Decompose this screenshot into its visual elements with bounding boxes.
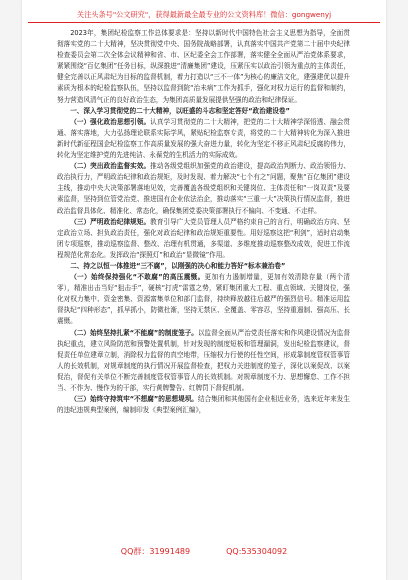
item-body: 更加有力遏制增量，更加有效清除存量（两个清零），精准出击当好“狙击手”，硬核“打虎”雷霆之势，紧盯集团重大工程、重点领域、关键岗位，强化对权力集中、资金密集、资源富集单位和部门监督，持续释放越往后越严的强烈信号。精准运用监督执纪“四种形态”，抓早抓小，防微杜渐，坚持无禁区、全覆盖、零容忍，坚持重遏制、强高压、长震慑。	[57, 273, 351, 326]
item-title: （二）突出政治监督实效。	[70, 162, 151, 171]
document-page	[22, 0, 386, 580]
footer-qq-group: QQ群：31991489	[120, 547, 191, 556]
item-body: 教育引导广大党员管理人员严格约束自己的言行，明确政治方向、坚定政治立场、担负政治责任，强化对政治纪律和政治规矩重要性。用好巡察这把“利剑”，适时启动集团专项巡察，推动巡察监督、整改、治理有机贯通，多渠道、多维度推动巡察整改成效，促进工作流程规范化常态化。发挥政治“探照灯”和政治“显微镜”作用。	[57, 217, 351, 259]
section-2-item-2	[57, 328, 350, 395]
item-title: （三）严明政治纪律规矩。	[70, 217, 151, 226]
item-title: （三）始终守持筑牢“不想腐”的思想堤坝。	[70, 395, 198, 404]
document-body	[57, 28, 350, 416]
section-2-item-1	[57, 272, 350, 327]
footer-qq: QQ:535304092	[226, 547, 288, 556]
item-body: 结合集团和其他国有企业相近业务，选来近年来发生的违纪违规典型案例，编制印发《典型案例汇编》，	[57, 395, 350, 415]
intro-paragraph: 2023年，集团纪检监察工作总体要求是：坚持以新时代中国特色社会主义思想为指导，全面贯彻落实党的二十大精神，坚决贯彻党中央、国务院战略部署，认真落实中国共产党第二十届中央纪律检查委员会第二次全体会议精神和省、市、区纪委全会工作部署，落实健全全面从严治党体系要求，紧紧围绕“百亿集团”任务目标，纵深推进“清廉集团”建设，压紧压实以政治引领为重点的主体责任，健全完善以正风肃纪为目标的监督机制，着力打造以“三不一体”为核心的廉洁文化，建强建优以提升素质为根本的纪检监察队伍，坚持以监督到院“治未病”工作为抓手，强化对权力运行的监督和制约，努力营造风清气正的良好政治生态，为集团高质量发展提供坚强的政治和纪律保证。	[57, 29, 350, 104]
item-title: （一）强化政治思想引领。	[70, 117, 151, 126]
header-divider	[28, 22, 380, 23]
item-body: 以监督全面从严治党责任落实和作风建设情况为监督执纪重点，建立风险防范和预警处置机制，针对发现的制度短板和管理漏洞，发出纪检监察建议，督促责任单位建章立制，消除权力监督的真空地带，压缩权力行使的任性空间，形成靠制度管权管事管人的长效机制，对规章制度的执行情况开展监督检查，把权力关进制度的笼子，深化以案促改、以案促治，督促有关单位不断完善制度管权管事管人的长效机制。对规章制度不力、思想懈怠、工作不担当、不作为、慢作为的干部，实行黄牌警告、红牌罚下督促机制。	[57, 328, 350, 392]
section-2-heading: 二、持之以恒一体推进“三不腐”，以刚强的决心和能力答好“标本兼治卷”	[70, 261, 286, 270]
item-title: （一）始终保持强化“不敢腐”的高压震慑。	[70, 273, 205, 282]
footer-contact	[22, 546, 386, 557]
item-body: 认真学习贯彻党的二十大精神，把党的二十大精神学深悟透、融会贯通、落实落地，大力弘扬理论联系实际学风，紧贴纪检监察专责，将党的二十大精神转化为深入推进新时代新征程国企纪检监察工作高质量发展的强大奋进力量，转化为坚定不移正风肃纪反腐的伟力，转化为坚定维护党的先进纯洁、永葆党的生机活力的实际成效。	[57, 117, 351, 160]
header-banner: 关注头条号"公文研究"，获得最新最全最专业的公文资料库！微信：gongwenyj	[76, 10, 332, 19]
item-title: （二）始终坚持扎紧“不能腐”的制度笼子。	[70, 328, 198, 337]
section-2-item-3	[57, 394, 350, 416]
item-body: 推动各级党组织加强党的政治建设，提高政治判断力、政治领悟力、政治执行力，严明政治纪律和政治规矩，及时发现、着力解决“七个有之”问题，聚焦“百亿集团”建设主线，推动中央大决策部署落地见效，完善覆盖各级党组织和关键岗位、主体责任和“一岗双责”及要素监督，坚持到位管党治党、推进国有企业依法治企，推动落实“三重一大”决策执行情况监督，推进政治监督具体化、精准化、常态化，确保集团党委决策部署执行不偏向、不变通、不走样。	[57, 162, 351, 215]
section-1-item-2	[57, 161, 350, 216]
section-1-item-3	[57, 217, 350, 261]
section-1-item-1	[57, 117, 350, 161]
section-1-heading: 一、深入学习贯彻党的二十大精神，以旺盛的斗志和坚定答好“政治建设卷”	[70, 106, 290, 115]
